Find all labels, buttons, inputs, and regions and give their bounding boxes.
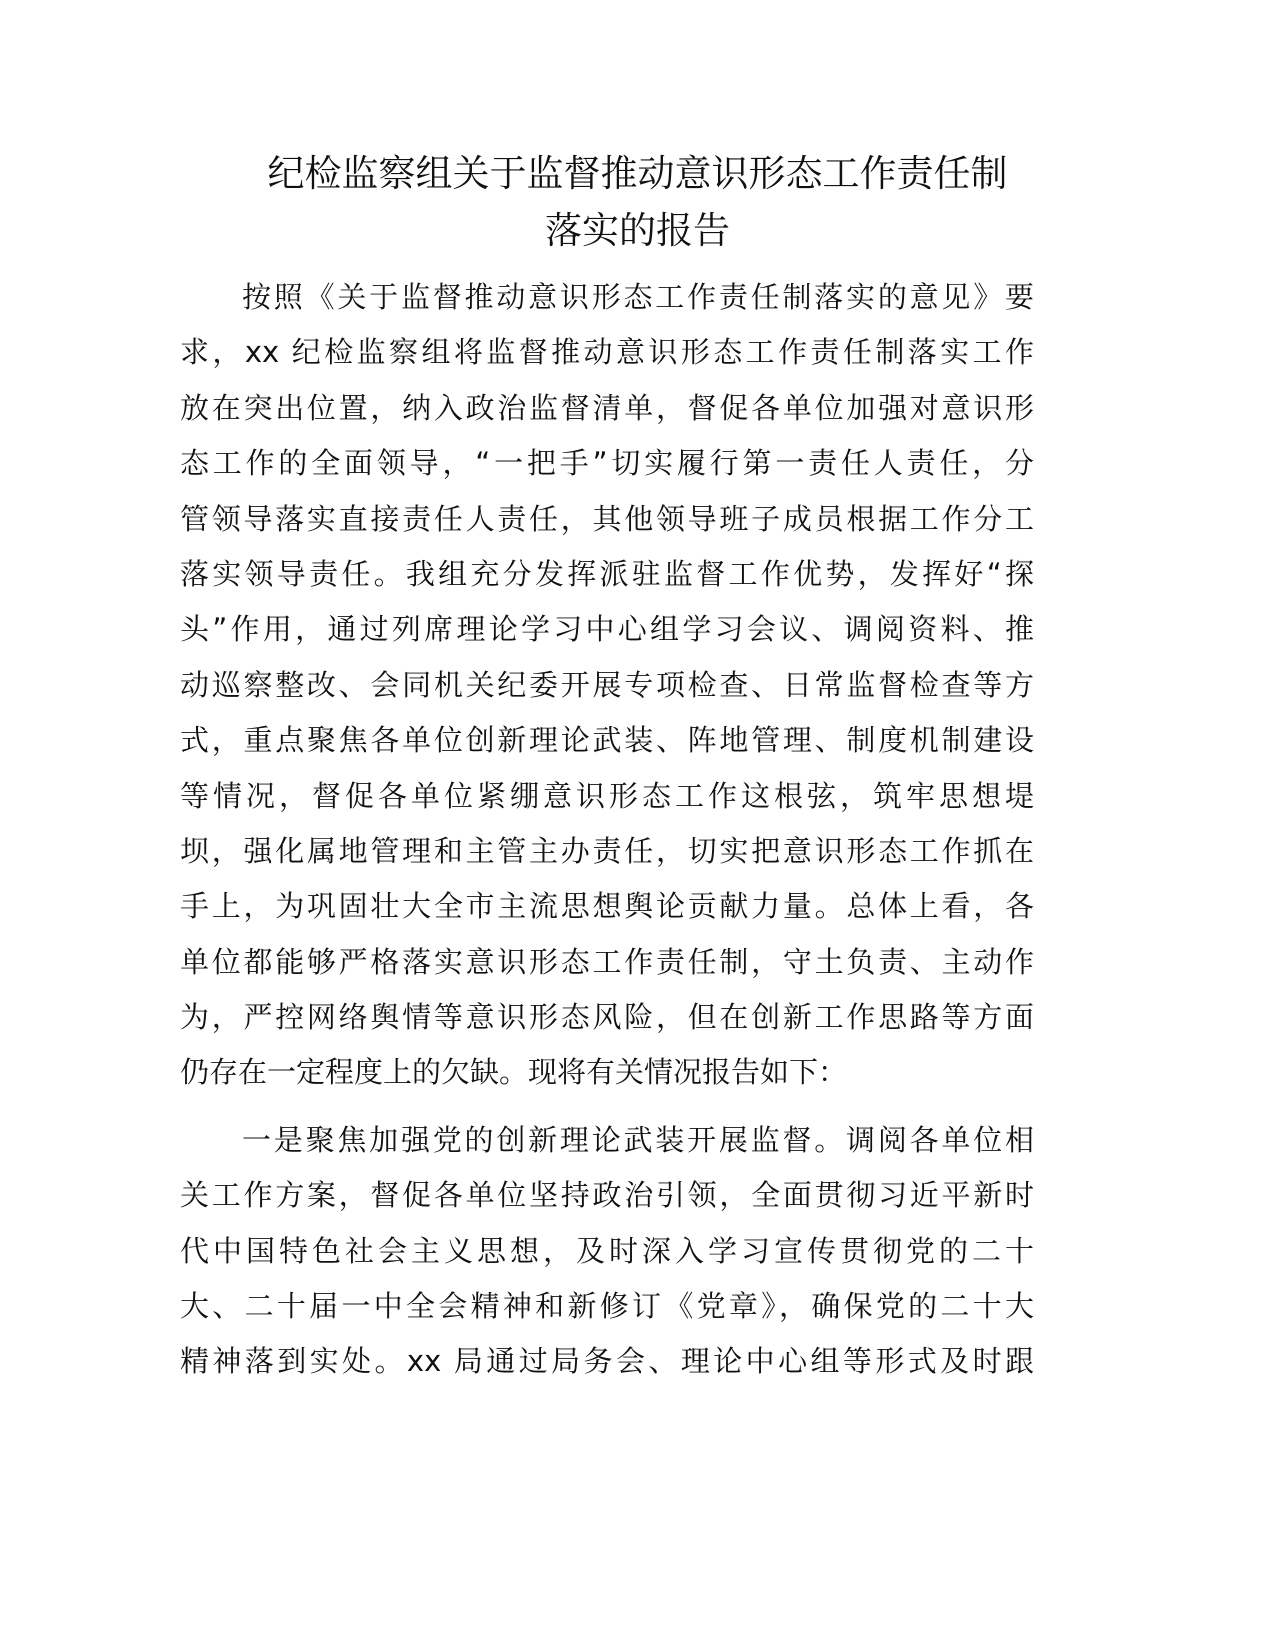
text-line: 按照《关于监督推动意识形态工作责任制落实的意见》要	[242, 280, 1034, 314]
text-line: 仍存在一定程度上的欠缺。现将有关情况报告如下：	[180, 1055, 848, 1090]
text-line: 大、二十届一中全会精神和新修订《党章》，确保党的二十大	[180, 1289, 1034, 1324]
document-title	[150, 145, 1125, 259]
title-line: 纪检监察组关于监督推动意识形态工作责任制	[267, 152, 1008, 195]
text-line: 头”作用，通过列席理论学习中心组学习会议、调阅资料、推	[180, 612, 1034, 647]
text-line: 等情况，督促各单位紧绷意识形态工作这根弦，筑牢思想堤	[180, 778, 1034, 813]
title-line: 落实的报告	[545, 209, 730, 252]
text-line: 为，严控网络舆情等意识形态风险，但在创新工作思路等方面	[180, 1000, 1034, 1035]
text-line: 代中国特色社会主义思想，及时深入学习宣传贯彻党的二十	[180, 1233, 1034, 1268]
text-line: 态工作的全面领导，“一把手”切实履行第一责任人责任，分	[180, 446, 1034, 481]
text-line: 精神落到实处。xx 局通过局务会、理论中心组等形式及时跟	[180, 1344, 1034, 1379]
text-line: 放在突出位置，纳入政治监督清单，督促各单位加强对意识形	[180, 390, 1034, 425]
text-line: 手上，为巩固壮大全市主流思想舆论贡献力量。总体上看，各	[180, 889, 1034, 924]
text-line: 关工作方案，督促各单位坚持政治引领，全面贯彻习近平新时	[180, 1178, 1034, 1213]
text-line: 单位都能够严格落实意识形态工作责任制，守土负责、主动作	[180, 944, 1034, 979]
text-line: 式，重点聚焦各单位创新理论武装、阵地管理、制度机制建设	[180, 723, 1034, 758]
text-line: 一是聚焦加强党的创新理论武装开展监督。调阅各单位相	[242, 1122, 1034, 1157]
text-line: 动巡察整改、会同机关纪委开展专项检查、日常监督检查等方	[180, 667, 1034, 702]
paragraph	[180, 270, 1034, 1101]
document-body	[180, 270, 1034, 1402]
text-line: 求，xx 纪检监察组将监督推动意识形态工作责任制落实工作	[180, 335, 1034, 370]
text-line: 落实领导责任。我组充分发挥派驻监督工作优势，发挥好“探	[180, 556, 1034, 591]
text-line: 坝，强化属地管理和主管主办责任，切实把意识形态工作抓在	[180, 833, 1034, 868]
text-line: 管领导落实直接责任人责任，其他领导班子成员根据工作分工	[180, 501, 1034, 536]
paragraph	[180, 1113, 1034, 1390]
